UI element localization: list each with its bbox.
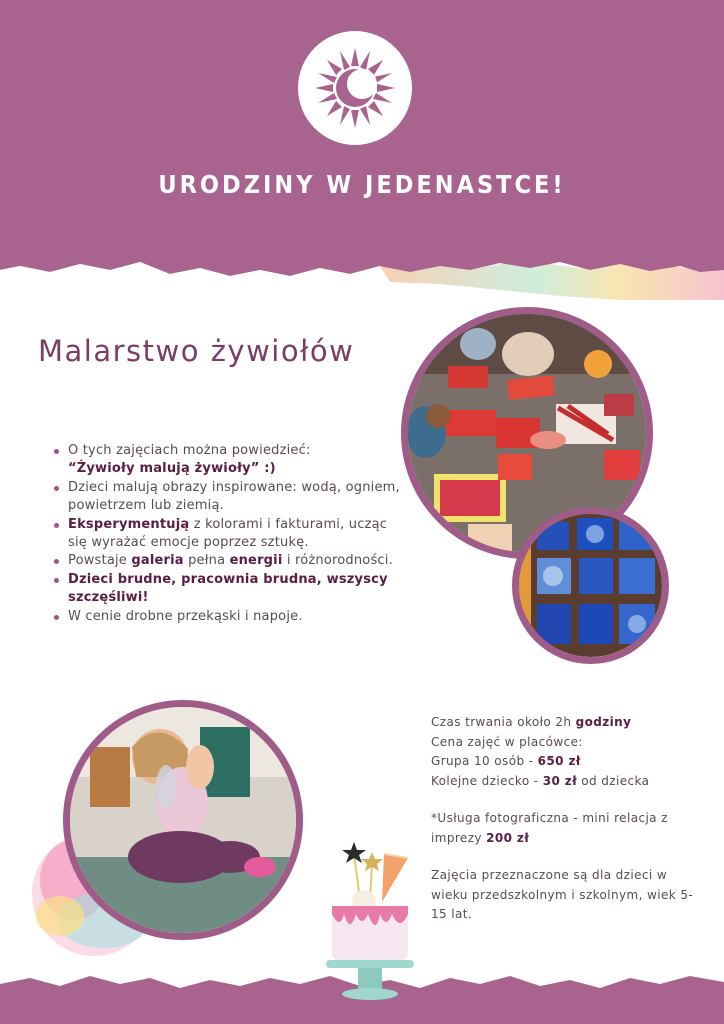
photo-service-text: *Usługa fotograficzna - mini relacja z imprezy [431,811,668,845]
price-label: Cena zajęć w placówce: [431,734,583,749]
list-item [54,552,404,570]
extra-price: 30 zł [542,773,578,788]
bullet-text: Powstaje [68,553,132,569]
list-item [54,479,404,516]
list-item [54,516,404,553]
logo [298,31,412,145]
bullet-bold: Dzieci brudne, pracownia brudna, wszyscy szczęśliwi! [68,571,388,606]
photo-service-price: 200 zł [486,830,530,845]
cake-illustration [320,836,420,1008]
bullet-bold: galeria [131,553,184,569]
extra-price-line [431,772,706,792]
price-info [431,713,706,925]
activity-bullets [54,442,404,626]
group-price: 650 zł [537,754,581,768]
list-item [54,608,404,626]
age-info: Zajęcia przeznaczone są dla dzieci w wieku przedszkolnym i szkolnym, wiek 5-15 lat. [431,868,694,921]
group-price-line [431,752,706,772]
bullet-bold: Eksperymentują [68,516,190,532]
bullet-text: W cenie drobne przekąski i napoje. [68,608,303,624]
list-item [54,571,404,608]
bullet-text: i różnorodności. [282,553,393,569]
duration-bold: godziny [575,715,632,729]
bullet-text: z kolorami i fakturami, ucząc się wyrażać emocje poprzez sztukę. [68,516,388,551]
photo-child [63,700,303,940]
bullet-text: O tych zajęciach można powiedzieć: [68,443,311,458]
extra-text: Kolejne dziecko - [431,773,543,788]
photo-service-line [431,809,706,848]
group-text: Grupa 10 osób - [431,754,538,768]
duration-line [431,713,706,733]
extra-suffix: od dziecka [577,773,650,788]
photo-blue-gallery [512,507,669,664]
logo-number: 11 [346,74,364,90]
duration-text: Czas trwania około 2h [431,715,576,729]
bullet-text: Dzieci malują obrazy inspirowane: wodą, ogniem, powietrzem lub ziemią. [68,479,400,514]
page-title: URODZINY W JEDENASTCE! [158,170,566,199]
list-item [54,442,404,479]
section-title: Malarstwo żywiołów [38,334,355,368]
bullet-text: pełna [183,553,230,569]
bullet-bold: energii [229,553,283,569]
bullet-quote: “Żywioły malują żywioły” :) [68,461,276,477]
